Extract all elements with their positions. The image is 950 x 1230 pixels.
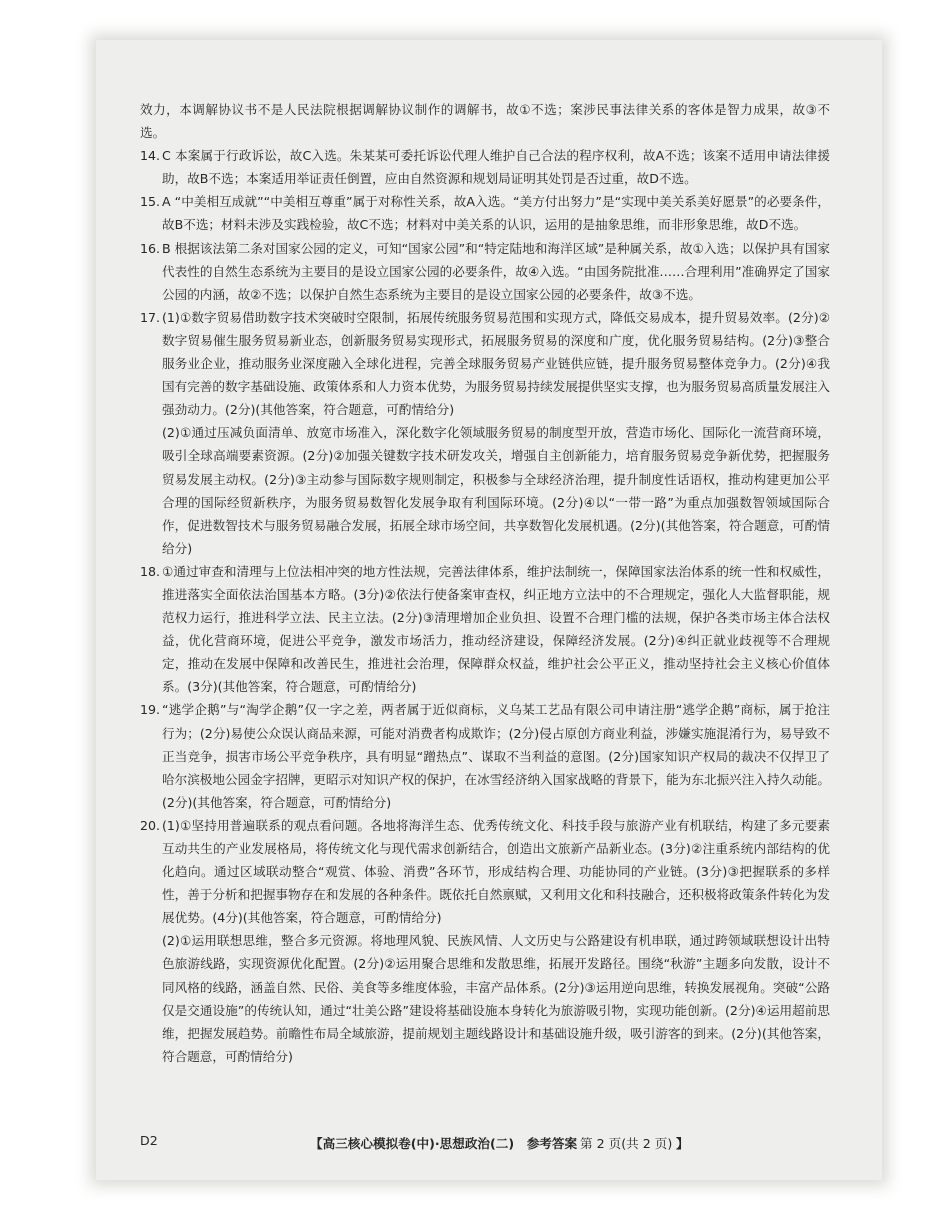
answer-text: A “中美相互成就”“中美相互尊重”属于对称性关系，故A入选。“美方付出努力”是“实现中美关系美好愿景”的必要条件，故B不选；材料未涉及实践检验，故C不选；材料对中美关系的认识，运用的是抽象思维，而非形象思维，故D不选。 [162, 194, 830, 233]
question-20-part-2 [140, 929, 830, 1068]
footer-title: 【高三核心模拟卷(中)·思想政治(二) 参考答案 [310, 1136, 578, 1151]
answer-text: (1)①坚持用普遍联系的观点看问题。各地将海洋生态、优秀传统文化、科技手段与旅游产业有机联结，构建了多元要素互动共生的产业发展格局，将传统文化与现代需求创新结合，创造出文旅新产品新业态。(3分)②注重系统内部结构的优化趋向。通过区域联动整合“观赏、体验、消费”各环节，形成结构合理、功能协同的产业链。(3分)③把握联系的多样性，善于分析和把握事物存在和发展的各种条件。既依托自然禀赋，又利用文化和科技融合，还积极将政策条件转化为发展优势。(4分)(其他答案，符合题意，可酌情给分) [162, 817, 830, 926]
question-number: 16. [140, 240, 161, 256]
question-20 [140, 814, 830, 929]
question-17 [140, 306, 830, 421]
intro-text: 效力，本调解协议书不是人民法院根据调解协议制作的调解书，故①不选；案涉民事法律关系的客体是智力成果，故③不选。 [140, 102, 830, 141]
question-number: 20. [140, 817, 161, 833]
question-14 [140, 144, 830, 190]
question-number: 18. [140, 563, 161, 579]
answer-subtext: (2)①运用联想思维，整合多元资源。将地理风貌、民族风情、人文历史与公路建设有机串联，通过跨领域联想设计出特色旅游线路，实现资源优化配置。(2分)②运用聚合思维和发散思维，拓展开发路径。围绕“秋游”主题多向发散，设计不同风格的线路，涵盖自然、民俗、美食等多维度体验，丰富产品体系。(2分)③运用逆向思维，转换发展视角。突破“公路仅是交通设施”的传统认知，通过“壮美公路”建设将基础设施本身转化为旅游吸引物，实现功能创新。(2分)④运用超前思维，把握发展趋势。前瞻性布局全域旅游，提前规划主题线路设计和基础设施升级，吸引游客的到来。(2分)(其他答案，符合题意，可酌情给分) [162, 933, 830, 1064]
answer-content [140, 98, 830, 1068]
question-19 [140, 698, 830, 813]
footer-bracket: 】 [676, 1136, 689, 1151]
answer-text: C 本案属于行政诉讼，故C入选。朱某某可委托诉讼代理人维护自己合法的程序权利，故A不选；该案不适用申请法律援助，故B不选；本案适用举证责任倒置，应由自然资源和规划局证明其处罚是否过重，故D不选。 [162, 148, 830, 187]
question-number: 19. [140, 702, 161, 718]
question-number: 14. [140, 148, 161, 164]
answer-subtext: (2)①通过压减负面清单、放宽市场准入，深化数字化领域服务贸易的制度型开放，营造市场化、国际化一流营商环境，吸引全球高端要素资源。(2分)②加强关键数字技术研发攻关，增强自主创新能力，培育服务贸易竞争新优势，把握服务贸易发展主动权。(2分)③主动参与国际数字规则制定，积极参与全球经济治理，提升制度性话语权，推动构建更加公平合理的国际经贸新秩序，为服务贸易数智化发展争取有利国际环境。(2分)④以“一带一路”为重点加强数智领域国际合作，促进数智技术与服务贸易融合发展，拓展全球市场空间，共享数智化发展机遇。(2分)(其他答案，符合题意，可酌情给分) [162, 425, 830, 556]
page-footer [140, 1133, 830, 1153]
question-number: 15. [140, 194, 161, 210]
page-code: D2 [140, 1133, 158, 1148]
question-16 [140, 237, 830, 306]
answer-text: (1)①数字贸易借助数字技术突破时空限制，拓展传统服务贸易范围和实现方式，降低交易成本，提升贸易效率。(2分)②数字贸易催生服务贸易新业态，创新服务贸易实现形式，拓展服务贸易的深度和广度，优化服务贸易结构。(2分)③整合服务业企业，推动服务业深度融入全球化进程，完善全球服务贸易产业链供应链，提升服务贸易整体竞争力。(2分)④我国有完善的数字基础设施、政策体系和人力资本优势，为服务贸易持续发展提供坚实支撑，也为服务贸易高质量发展注入强劲动力。(2分)(其他答案，符合题意，可酌情给分) [162, 309, 830, 418]
intro-paragraph [140, 98, 830, 144]
answer-text: ①通过审查和清理与上位法相冲突的地方性法规，完善法律体系，维护法制统一，保障国家法治体系的统一性和权威性，推进落实全面依法治国基本方略。(3分)②依法行使备案审查权，纠正地方立法中的不合理规定，强化人大监督职能，规范权力运行，推进科学立法、民主立法。(2分)③清理增加企业负担、设置不合理门槛的法规，保护各类市场主体合法权益，优化营商环境，促进公平竞争，激发市场活力，推动经济建设，保障经济发展。(2分)④纠正就业歧视等不合理规定，推动在发展中保障和改善民生，推进社会治理，保障群众权益，维护社会公平正义，推动坚持社会主义核心价值体系。(3分)(其他答案，符合题意，可酌情给分) [162, 563, 830, 695]
page-number: 第 2 页(共 2 页) [580, 1136, 673, 1151]
answer-text: “逃学企鹅”与“淘学企鹅”仅一字之差，两者属于近似商标，义乌某工艺品有限公司申请注册“逃学企鹅”商标，属于抢注行为；(2分)易使公众误认商品来源，可能对消费者构成欺诈；(2分)侵占原创方商业利益，涉嫌实施混淆行为，易导致不正当竞争，损害市场公平竞争秩序，具有明显“蹭热点”、谋取不当利益的意图。(2分)国家知识产权局的裁决不仅捍卫了哈尔滨极地公园金字招牌，更昭示对知识产权的保护，在冰雪经济纳入国家战略的背景下，能为东北振兴注入持久动能。(2分)(其他答案，符合题意，可酌情给分) [162, 702, 830, 810]
answer-text: B 根据该法第二条对国家公园的定义，可知“国家公园”和“特定陆地和海洋区域”是种属关系，故①入选；以保护具有国家代表性的自然生态系统为主要目的是设立国家公园的必要条件，故④入选。“由国务院批准……合理利用”准确界定了国家公园的内涵，故②不选；以保护自然生态系统为主要目的是设立国家公园的必要条件，故③不选。 [162, 240, 830, 302]
question-17-part-2 [140, 421, 830, 560]
question-number: 17. [140, 309, 161, 325]
question-18 [140, 560, 830, 699]
question-15 [140, 190, 830, 236]
